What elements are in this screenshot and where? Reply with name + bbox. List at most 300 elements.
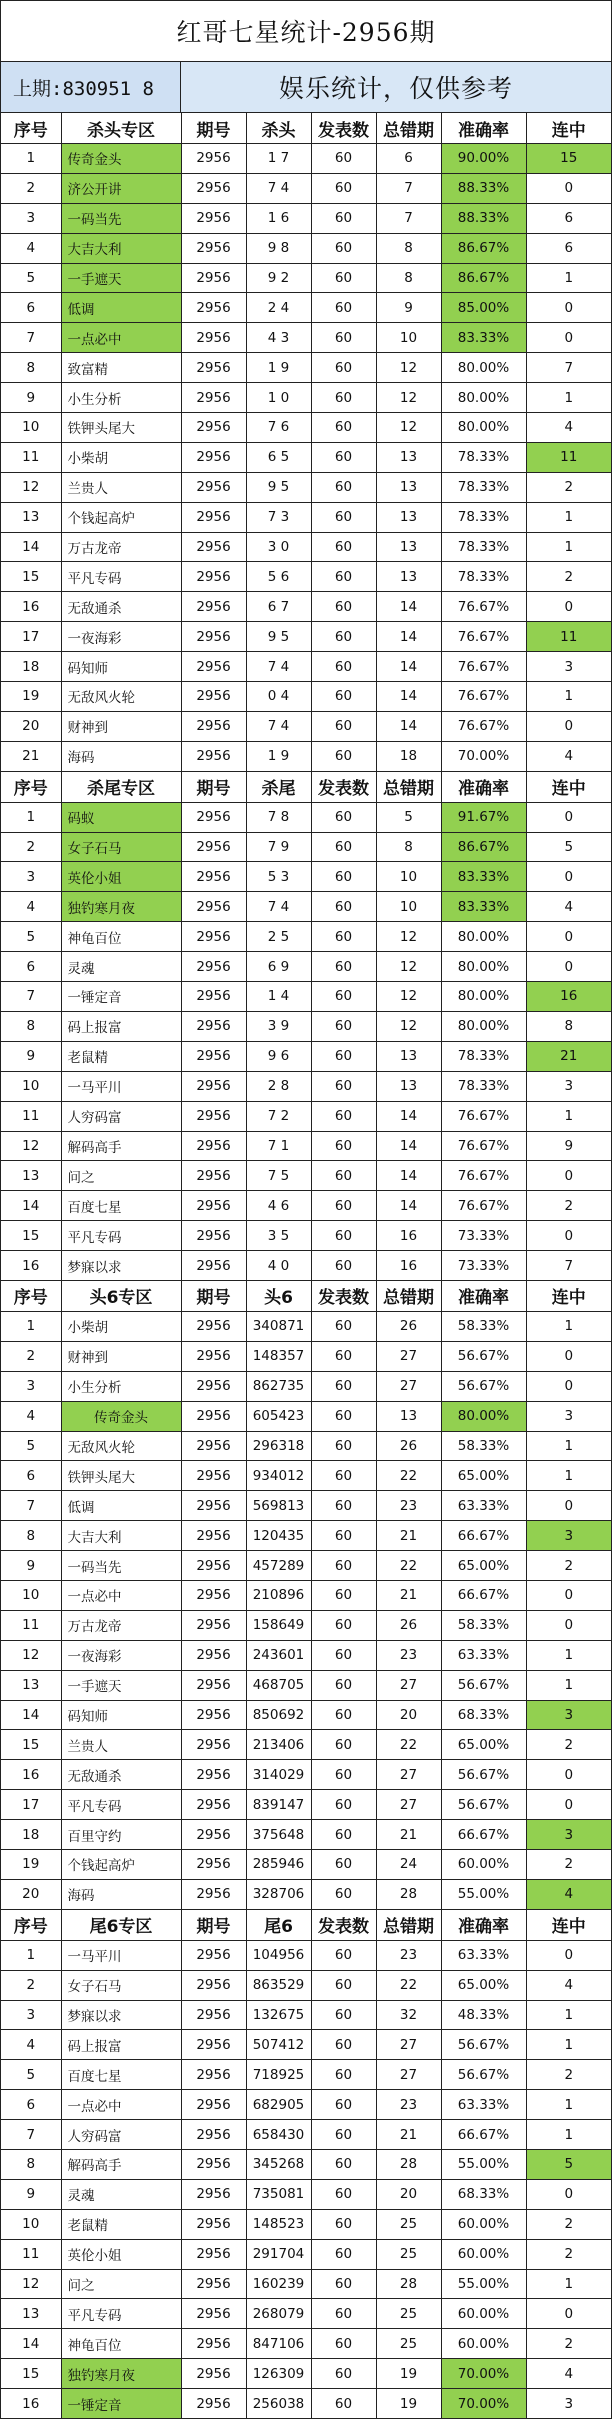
table-row <box>1 263 611 293</box>
table-row <box>1 2299 611 2329</box>
cell-rank: 9 <box>1 383 61 413</box>
table-row <box>1 802 611 832</box>
cell-streak: 3 <box>526 2389 611 2419</box>
cell-count: 60 <box>311 832 376 862</box>
cell-issue: 2956 <box>181 832 246 862</box>
cell-count: 60 <box>311 2359 376 2389</box>
cell-issue: 2956 <box>181 892 246 922</box>
cell-accuracy: 68.33% <box>441 2179 526 2209</box>
cell-name: 平凡专码 <box>61 562 181 592</box>
cell-misses: 27 <box>376 1790 441 1820</box>
cell-value: 682905 <box>246 2090 311 2120</box>
cell-name: 兰贵人 <box>61 472 181 502</box>
cell-name: 梦寐以求 <box>61 2000 181 2030</box>
cell-value: 328706 <box>246 1879 311 1909</box>
cell-issue: 2956 <box>181 472 246 502</box>
cell-issue: 2956 <box>181 562 246 592</box>
cell-rank: 13 <box>1 502 61 532</box>
cell-rank: 1 <box>1 802 61 832</box>
cell-streak: 1 <box>526 1670 611 1700</box>
cell-issue: 2956 <box>181 1311 246 1341</box>
section-header-row <box>1 771 611 802</box>
cell-accuracy: 80.00% <box>441 1011 526 1041</box>
table-row <box>1 1760 611 1790</box>
cell-issue: 2956 <box>181 1610 246 1640</box>
cell-issue: 2956 <box>181 2329 246 2359</box>
cell-rank: 11 <box>1 2239 61 2269</box>
table-row <box>1 1161 611 1191</box>
cell-rank: 19 <box>1 1849 61 1879</box>
cell-count: 60 <box>311 1461 376 1491</box>
header-count: 发表数 <box>311 113 376 144</box>
cell-streak: 1 <box>526 1101 611 1131</box>
cell-streak: 0 <box>526 922 611 952</box>
cell-streak: 2 <box>526 2060 611 2090</box>
cell-misses: 14 <box>376 682 441 712</box>
cell-issue: 2956 <box>181 802 246 832</box>
cell-misses: 27 <box>376 1341 441 1371</box>
table-row <box>1 1580 611 1610</box>
cell-value: 2 5 <box>246 922 311 952</box>
cell-count: 60 <box>311 862 376 892</box>
cell-name: 码上报富 <box>61 2030 181 2060</box>
table-row <box>1 472 611 502</box>
cell-accuracy: 60.00% <box>441 2299 526 2329</box>
cell-streak: 4 <box>526 741 611 771</box>
cell-count: 60 <box>311 1580 376 1610</box>
cell-name: 码蚁 <box>61 802 181 832</box>
cell-accuracy: 63.33% <box>441 1940 526 1970</box>
cell-value: 148523 <box>246 2209 311 2239</box>
cell-name: 小生分析 <box>61 1371 181 1401</box>
cell-rank: 11 <box>1 1610 61 1640</box>
cell-streak: 2 <box>526 2209 611 2239</box>
cell-accuracy: 80.00% <box>441 1401 526 1431</box>
table-row <box>1 1940 611 1970</box>
cell-issue: 2956 <box>181 2389 246 2419</box>
cell-rank: 6 <box>1 2090 61 2120</box>
cell-rank: 2 <box>1 832 61 862</box>
cell-value: 718925 <box>246 2060 311 2090</box>
table-row <box>1 1431 611 1461</box>
cell-misses: 19 <box>376 2389 441 2419</box>
cell-accuracy: 60.00% <box>441 2239 526 2269</box>
cell-accuracy: 65.00% <box>441 1730 526 1760</box>
cell-name: 老鼠精 <box>61 1041 181 1071</box>
cell-count: 60 <box>311 1041 376 1071</box>
cell-streak: 0 <box>526 1161 611 1191</box>
cell-issue: 2956 <box>181 1849 246 1879</box>
header-count: 发表数 <box>311 771 376 802</box>
cell-streak: 0 <box>526 1341 611 1371</box>
cell-rank: 5 <box>1 263 61 293</box>
table-row <box>1 413 611 443</box>
cell-count: 60 <box>311 472 376 502</box>
cell-accuracy: 85.00% <box>441 293 526 323</box>
cell-count: 60 <box>311 1311 376 1341</box>
cell-streak: 3 <box>526 1071 611 1101</box>
table-row <box>1 1970 611 2000</box>
cell-name: 铁钾头尾大 <box>61 413 181 443</box>
cell-name: 码上报富 <box>61 1011 181 1041</box>
cell-streak: 21 <box>526 1041 611 1071</box>
cell-rank: 12 <box>1 1131 61 1161</box>
cell-rank: 7 <box>1 2120 61 2150</box>
cell-issue: 2956 <box>181 2179 246 2209</box>
cell-streak: 2 <box>526 1551 611 1581</box>
cell-misses: 23 <box>376 1640 441 1670</box>
table-row <box>1 1640 611 1670</box>
cell-value: 9 5 <box>246 472 311 502</box>
cell-value: 158649 <box>246 1610 311 1640</box>
table-row <box>1 1610 611 1640</box>
cell-issue: 2956 <box>181 1521 246 1551</box>
cell-misses: 12 <box>376 922 441 952</box>
cell-misses: 24 <box>376 1849 441 1879</box>
cell-misses: 14 <box>376 592 441 622</box>
header-count: 发表数 <box>311 1909 376 1940</box>
cell-issue: 2956 <box>181 741 246 771</box>
cell-rank: 12 <box>1 472 61 502</box>
table-row <box>1 1371 611 1401</box>
cell-misses: 20 <box>376 1700 441 1730</box>
table-row <box>1 2359 611 2389</box>
cell-value: 7 8 <box>246 802 311 832</box>
cell-value: 1 0 <box>246 383 311 413</box>
cell-name: 传奇金头 <box>61 144 181 174</box>
cell-name: 低调 <box>61 293 181 323</box>
cell-accuracy: 86.67% <box>441 233 526 263</box>
cell-issue: 2956 <box>181 1191 246 1221</box>
cell-issue: 2956 <box>181 952 246 982</box>
cell-streak: 1 <box>526 1461 611 1491</box>
cell-issue: 2956 <box>181 173 246 203</box>
cell-streak: 11 <box>526 622 611 652</box>
cell-accuracy: 78.33% <box>441 532 526 562</box>
cell-value: 9 2 <box>246 263 311 293</box>
cell-misses: 13 <box>376 532 441 562</box>
cell-name: 传奇金头 <box>61 1401 181 1431</box>
cell-name: 一码当先 <box>61 203 181 233</box>
cell-misses: 20 <box>376 2179 441 2209</box>
cell-rank: 11 <box>1 1101 61 1131</box>
cell-name: 百里守约 <box>61 1820 181 1850</box>
cell-streak: 1 <box>526 1431 611 1461</box>
cell-name: 女子石马 <box>61 832 181 862</box>
cell-rank: 13 <box>1 2299 61 2329</box>
cell-name: 万古龙帝 <box>61 532 181 562</box>
cell-name: 平凡专码 <box>61 2299 181 2329</box>
table-row <box>1 1820 611 1850</box>
table-row <box>1 1879 611 1909</box>
cell-streak: 0 <box>526 293 611 323</box>
table-row <box>1 1551 611 1581</box>
cell-issue: 2956 <box>181 1790 246 1820</box>
cell-streak: 4 <box>526 413 611 443</box>
cell-value: 2 4 <box>246 293 311 323</box>
table-row <box>1 2120 611 2150</box>
cell-accuracy: 63.33% <box>441 1491 526 1521</box>
header-name: 杀头专区 <box>61 113 181 144</box>
cell-value: 5 3 <box>246 862 311 892</box>
cell-rank: 10 <box>1 2209 61 2239</box>
cell-misses: 13 <box>376 1401 441 1431</box>
cell-misses: 25 <box>376 2239 441 2269</box>
header-streak: 连中 <box>526 771 611 802</box>
header-issue: 期号 <box>181 771 246 802</box>
cell-streak: 2 <box>526 562 611 592</box>
table-row <box>1 1311 611 1341</box>
cell-count: 60 <box>311 1551 376 1581</box>
cell-count: 60 <box>311 1760 376 1790</box>
cell-name: 码知师 <box>61 652 181 682</box>
table-row <box>1 203 611 233</box>
cell-streak: 1 <box>526 1640 611 1670</box>
cell-count: 60 <box>311 652 376 682</box>
cell-value: 862735 <box>246 1371 311 1401</box>
cell-misses: 22 <box>376 1461 441 1491</box>
cell-accuracy: 88.33% <box>441 203 526 233</box>
header-issue: 期号 <box>181 113 246 144</box>
header-streak: 连中 <box>526 113 611 144</box>
cell-accuracy: 86.67% <box>441 263 526 293</box>
cell-value: 291704 <box>246 2239 311 2269</box>
cell-value: 7 9 <box>246 832 311 862</box>
disclaimer-label: 娱乐统计，仅供参考 <box>181 62 611 112</box>
cell-value: 1 7 <box>246 144 311 174</box>
cell-misses: 28 <box>376 1879 441 1909</box>
cell-rank: 14 <box>1 532 61 562</box>
header-accuracy: 准确率 <box>441 1909 526 1940</box>
cell-count: 60 <box>311 1491 376 1521</box>
table-row <box>1 1461 611 1491</box>
cell-streak: 8 <box>526 1011 611 1041</box>
cell-misses: 23 <box>376 1940 441 1970</box>
cell-streak: 2 <box>526 2239 611 2269</box>
cell-issue: 2956 <box>181 1730 246 1760</box>
cell-misses: 13 <box>376 1071 441 1101</box>
cell-rank: 8 <box>1 1011 61 1041</box>
cell-streak: 0 <box>526 2179 611 2209</box>
cell-issue: 2956 <box>181 2030 246 2060</box>
cell-accuracy: 76.67% <box>441 1191 526 1221</box>
cell-accuracy: 66.67% <box>441 1820 526 1850</box>
cell-count: 60 <box>311 383 376 413</box>
cell-issue: 2956 <box>181 2150 246 2180</box>
cell-streak: 0 <box>526 2299 611 2329</box>
cell-accuracy: 58.33% <box>441 1311 526 1341</box>
cell-streak: 0 <box>526 173 611 203</box>
cell-streak: 1 <box>526 502 611 532</box>
cell-count: 60 <box>311 2090 376 2120</box>
table-row <box>1 862 611 892</box>
cell-rank: 3 <box>1 862 61 892</box>
cell-rank: 4 <box>1 1401 61 1431</box>
cell-issue: 2956 <box>181 1879 246 1909</box>
cell-name: 平凡专码 <box>61 1221 181 1251</box>
cell-rank: 9 <box>1 1041 61 1071</box>
cell-streak: 5 <box>526 832 611 862</box>
cell-value: 213406 <box>246 1730 311 1760</box>
cell-count: 60 <box>311 2329 376 2359</box>
cell-issue: 2956 <box>181 1580 246 1610</box>
cell-issue: 2956 <box>181 2060 246 2090</box>
table-row <box>1 982 611 1012</box>
table-row <box>1 1700 611 1730</box>
cell-value: 104956 <box>246 1940 311 1970</box>
cell-accuracy: 56.67% <box>441 1341 526 1371</box>
table-row <box>1 2179 611 2209</box>
cell-accuracy: 88.33% <box>441 173 526 203</box>
table-row <box>1 173 611 203</box>
cell-streak: 0 <box>526 1491 611 1521</box>
cell-value: 285946 <box>246 1849 311 1879</box>
cell-name: 英伦小姐 <box>61 862 181 892</box>
table-row <box>1 1491 611 1521</box>
cell-streak: 7 <box>526 353 611 383</box>
cell-rank: 2 <box>1 1341 61 1371</box>
cell-issue: 2956 <box>181 1940 246 1970</box>
cell-accuracy: 80.00% <box>441 413 526 443</box>
table-row <box>1 532 611 562</box>
cell-streak: 0 <box>526 802 611 832</box>
cell-name: 女子石马 <box>61 1970 181 2000</box>
cell-accuracy: 70.00% <box>441 741 526 771</box>
cell-accuracy: 78.33% <box>441 562 526 592</box>
cell-name: 灵魂 <box>61 952 181 982</box>
cell-streak: 1 <box>526 682 611 712</box>
cell-rank: 12 <box>1 1640 61 1670</box>
cell-streak: 0 <box>526 1371 611 1401</box>
cell-rank: 1 <box>1 144 61 174</box>
cell-rank: 16 <box>1 592 61 622</box>
cell-rank: 8 <box>1 353 61 383</box>
cell-value: 268079 <box>246 2299 311 2329</box>
table-row <box>1 1191 611 1221</box>
cell-misses: 12 <box>376 383 441 413</box>
cell-streak: 15 <box>526 144 611 174</box>
cell-count: 60 <box>311 1849 376 1879</box>
cell-value: 839147 <box>246 1790 311 1820</box>
cell-streak: 3 <box>526 1521 611 1551</box>
cell-count: 60 <box>311 682 376 712</box>
cell-issue: 2956 <box>181 1760 246 1790</box>
cell-issue: 2956 <box>181 323 246 353</box>
cell-streak: 0 <box>526 1580 611 1610</box>
cell-rank: 5 <box>1 922 61 952</box>
cell-rank: 21 <box>1 741 61 771</box>
cell-count: 60 <box>311 922 376 952</box>
cell-misses: 22 <box>376 1551 441 1581</box>
cell-streak: 0 <box>526 1940 611 1970</box>
cell-accuracy: 66.67% <box>441 2120 526 2150</box>
cell-issue: 2956 <box>181 1491 246 1521</box>
table-row <box>1 2150 611 2180</box>
cell-name: 一锤定音 <box>61 2389 181 2419</box>
cell-misses: 14 <box>376 1131 441 1161</box>
cell-misses: 6 <box>376 144 441 174</box>
table-row <box>1 592 611 622</box>
cell-accuracy: 78.33% <box>441 1041 526 1071</box>
cell-value: 7 4 <box>246 711 311 741</box>
cell-streak: 1 <box>526 1311 611 1341</box>
cell-streak: 0 <box>526 711 611 741</box>
cell-count: 60 <box>311 1401 376 1431</box>
cell-count: 60 <box>311 1431 376 1461</box>
cell-value: 3 5 <box>246 1221 311 1251</box>
cell-value: 7 2 <box>246 1101 311 1131</box>
cell-accuracy: 56.67% <box>441 1760 526 1790</box>
cell-streak: 1 <box>526 2090 611 2120</box>
info-row <box>1 62 611 113</box>
cell-streak: 6 <box>526 233 611 263</box>
cell-misses: 13 <box>376 442 441 472</box>
cell-count: 60 <box>311 2179 376 2209</box>
table-row <box>1 832 611 862</box>
header-misses: 总错期 <box>376 1280 441 1311</box>
cell-accuracy: 78.33% <box>441 472 526 502</box>
cell-value: 735081 <box>246 2179 311 2209</box>
cell-misses: 21 <box>376 1521 441 1551</box>
cell-count: 60 <box>311 1011 376 1041</box>
cell-rank: 1 <box>1 1940 61 1970</box>
cell-name: 一手遮天 <box>61 263 181 293</box>
cell-issue: 2956 <box>181 413 246 443</box>
cell-streak: 3 <box>526 1700 611 1730</box>
header-value: 杀尾 <box>246 771 311 802</box>
cell-value: 120435 <box>246 1521 311 1551</box>
cell-rank: 8 <box>1 2150 61 2180</box>
cell-misses: 13 <box>376 562 441 592</box>
cell-rank: 11 <box>1 442 61 472</box>
cell-misses: 14 <box>376 652 441 682</box>
header-rank: 序号 <box>1 1280 61 1311</box>
cell-count: 60 <box>311 233 376 263</box>
cell-rank: 2 <box>1 1970 61 2000</box>
cell-rank: 4 <box>1 233 61 263</box>
cell-name: 海码 <box>61 1879 181 1909</box>
cell-count: 60 <box>311 622 376 652</box>
table-row <box>1 2209 611 2239</box>
cell-issue: 2956 <box>181 2299 246 2329</box>
cell-count: 60 <box>311 173 376 203</box>
cell-accuracy: 58.33% <box>441 1431 526 1461</box>
cell-misses: 13 <box>376 472 441 502</box>
cell-count: 60 <box>311 1700 376 1730</box>
cell-streak: 0 <box>526 1221 611 1251</box>
cell-count: 60 <box>311 2209 376 2239</box>
table-row <box>1 1670 611 1700</box>
cell-issue: 2956 <box>181 2000 246 2030</box>
table-row <box>1 1341 611 1371</box>
cell-rank: 6 <box>1 952 61 982</box>
cell-misses: 25 <box>376 2209 441 2239</box>
cell-count: 60 <box>311 952 376 982</box>
cell-count: 60 <box>311 2389 376 2419</box>
cell-streak: 0 <box>526 952 611 982</box>
cell-rank: 14 <box>1 2329 61 2359</box>
cell-name: 小柴胡 <box>61 1311 181 1341</box>
cell-name: 人穷码富 <box>61 2120 181 2150</box>
cell-misses: 22 <box>376 1970 441 2000</box>
cell-streak: 1 <box>526 2030 611 2060</box>
cell-accuracy: 76.67% <box>441 622 526 652</box>
cell-value: 296318 <box>246 1431 311 1461</box>
cell-accuracy: 63.33% <box>441 1640 526 1670</box>
cell-misses: 32 <box>376 2000 441 2030</box>
cell-accuracy: 78.33% <box>441 442 526 472</box>
table-row <box>1 1521 611 1551</box>
